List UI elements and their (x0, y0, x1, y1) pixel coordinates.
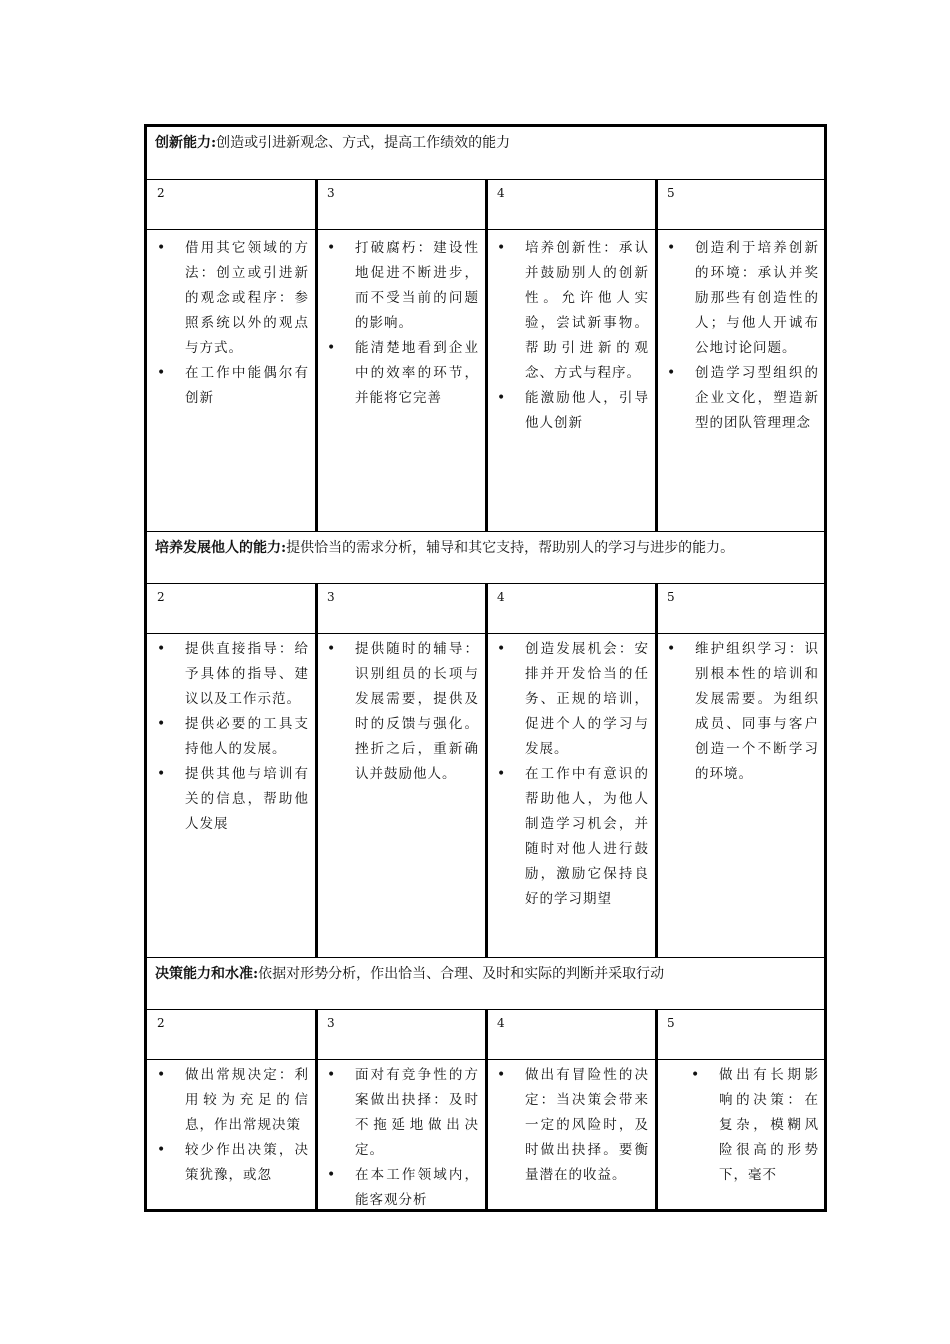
competency-table (144, 124, 827, 1212)
level-label: 2 (147, 1010, 317, 1060)
list-item: • 在本工作领域内，能客观分析 (323, 1163, 479, 1210)
description-cell (317, 233, 487, 531)
column-divider (655, 584, 658, 957)
column-divider (485, 180, 488, 531)
list-item: • 借用其它领域的方法：创立或引进新的观念或程序：参照系统以外的观点与方式。 (153, 236, 309, 361)
level-label: 5 (657, 1010, 827, 1060)
description-cell (657, 1060, 827, 1210)
list-item: • 能激励他人，引导他人创新 (493, 386, 649, 436)
level-label: 4 (487, 584, 657, 634)
section-title: 培养发展他人的能力: (155, 540, 287, 556)
level-label: 4 (487, 1010, 657, 1060)
list-item: • 做出有长期影响的决策：在复杂，模糊风险很高的形势下，毫不 (687, 1063, 819, 1188)
section-title: 决策能力和水准: (155, 966, 259, 982)
list-item: • 创造利于培养创新的环境：承认并奖励那些有创造性的人；与他人开诚布公地讨论问题。 (663, 236, 819, 361)
list-item: • 提供必要的工具支持他人的发展。 (153, 712, 309, 762)
list-item: • 创造发展机会：安排并开发恰当的任务、正规的培训，促进个人的学习与发展。 (493, 637, 649, 762)
description-cell (487, 634, 657, 957)
list-item: • 能清楚地看到企业中的效率的环节，并能将它完善 (323, 336, 479, 411)
column-divider (655, 1010, 658, 1212)
level-label: 2 (147, 180, 317, 230)
description-cell (317, 1060, 487, 1210)
column-divider (485, 584, 488, 957)
list-item: • 在工作中能偶尔有创新 (153, 361, 309, 411)
description-cell (147, 634, 317, 957)
level-label: 3 (317, 1010, 487, 1060)
list-item: • 创造学习型组织的企业文化，塑造新型的团队管理理念 (663, 361, 819, 436)
section-description: 创造或引进新观念、方式，提高工作绩效的能力 (216, 135, 511, 151)
list-item: • 提供随时的辅导：识别组员的长项与发展需要，提供及时的反馈与强化。挫折之后，重新确认并鼓励他人。 (323, 637, 479, 787)
level-label: 3 (317, 584, 487, 634)
section-header (147, 127, 824, 180)
description-cell (657, 233, 827, 531)
section-description: 提供恰当的需求分析，辅导和其它支持，帮助别人的学习与进步的能力。 (286, 540, 735, 556)
list-item: • 打破腐朽：建设性地促进不断进步，而不受当前的问题的影响。 (323, 236, 479, 336)
list-item: • 做出常规决定：利用较为充足的信息，作出常规决策 (153, 1063, 309, 1138)
section-header (147, 532, 824, 584)
column-divider (485, 1010, 488, 1212)
list-item: • 培养创新性：承认并鼓励别人的创新性。允许他人实验，尝试新事物。帮助引进新的观念、方式与程序。 (493, 236, 649, 386)
description-cell (147, 1060, 317, 1210)
level-label: 5 (657, 584, 827, 634)
list-item: • 维护组织学习：识别根本性的培训和发展需要。为组织成员、同事与客户创造一个不断学习的环境。 (663, 637, 819, 787)
list-item: • 做出有冒险性的决定：当决策会带来一定的风险时，及时做出抉择。要衡量潜在的收益。 (493, 1063, 649, 1188)
description-cell (147, 233, 317, 531)
list-item: • 较少作出决策，决策犹豫，或忽 (153, 1138, 309, 1188)
description-cell (317, 634, 487, 957)
section-title: 创新能力: (155, 135, 217, 151)
description-cell (487, 233, 657, 531)
description-cell (487, 1060, 657, 1210)
list-item: • 提供其他与培训有关的信息，帮助他人发展 (153, 762, 309, 837)
description-cell (657, 634, 827, 957)
list-item: • 在工作中有意识的帮助他人，为他人制造学习机会，并随时对他人进行鼓励，激励它保持良好的学习期望 (493, 762, 649, 912)
level-label: 3 (317, 180, 487, 230)
list-item: • 面对有竞争性的方案做出抉择：及时不拖延地做出决定。 (323, 1063, 479, 1163)
column-divider (655, 180, 658, 531)
list-item: • 提供直接指导：给予具体的指导、建议以及工作示范。 (153, 637, 309, 712)
section-header (147, 958, 824, 1010)
column-divider (315, 1010, 318, 1212)
section-description: 依据对形势分析，作出恰当、合理、及时和实际的判断并采取行动 (258, 966, 665, 982)
column-divider (315, 584, 318, 957)
level-label: 5 (657, 180, 827, 230)
level-label: 2 (147, 584, 317, 634)
level-label: 4 (487, 180, 657, 230)
column-divider (315, 180, 318, 531)
